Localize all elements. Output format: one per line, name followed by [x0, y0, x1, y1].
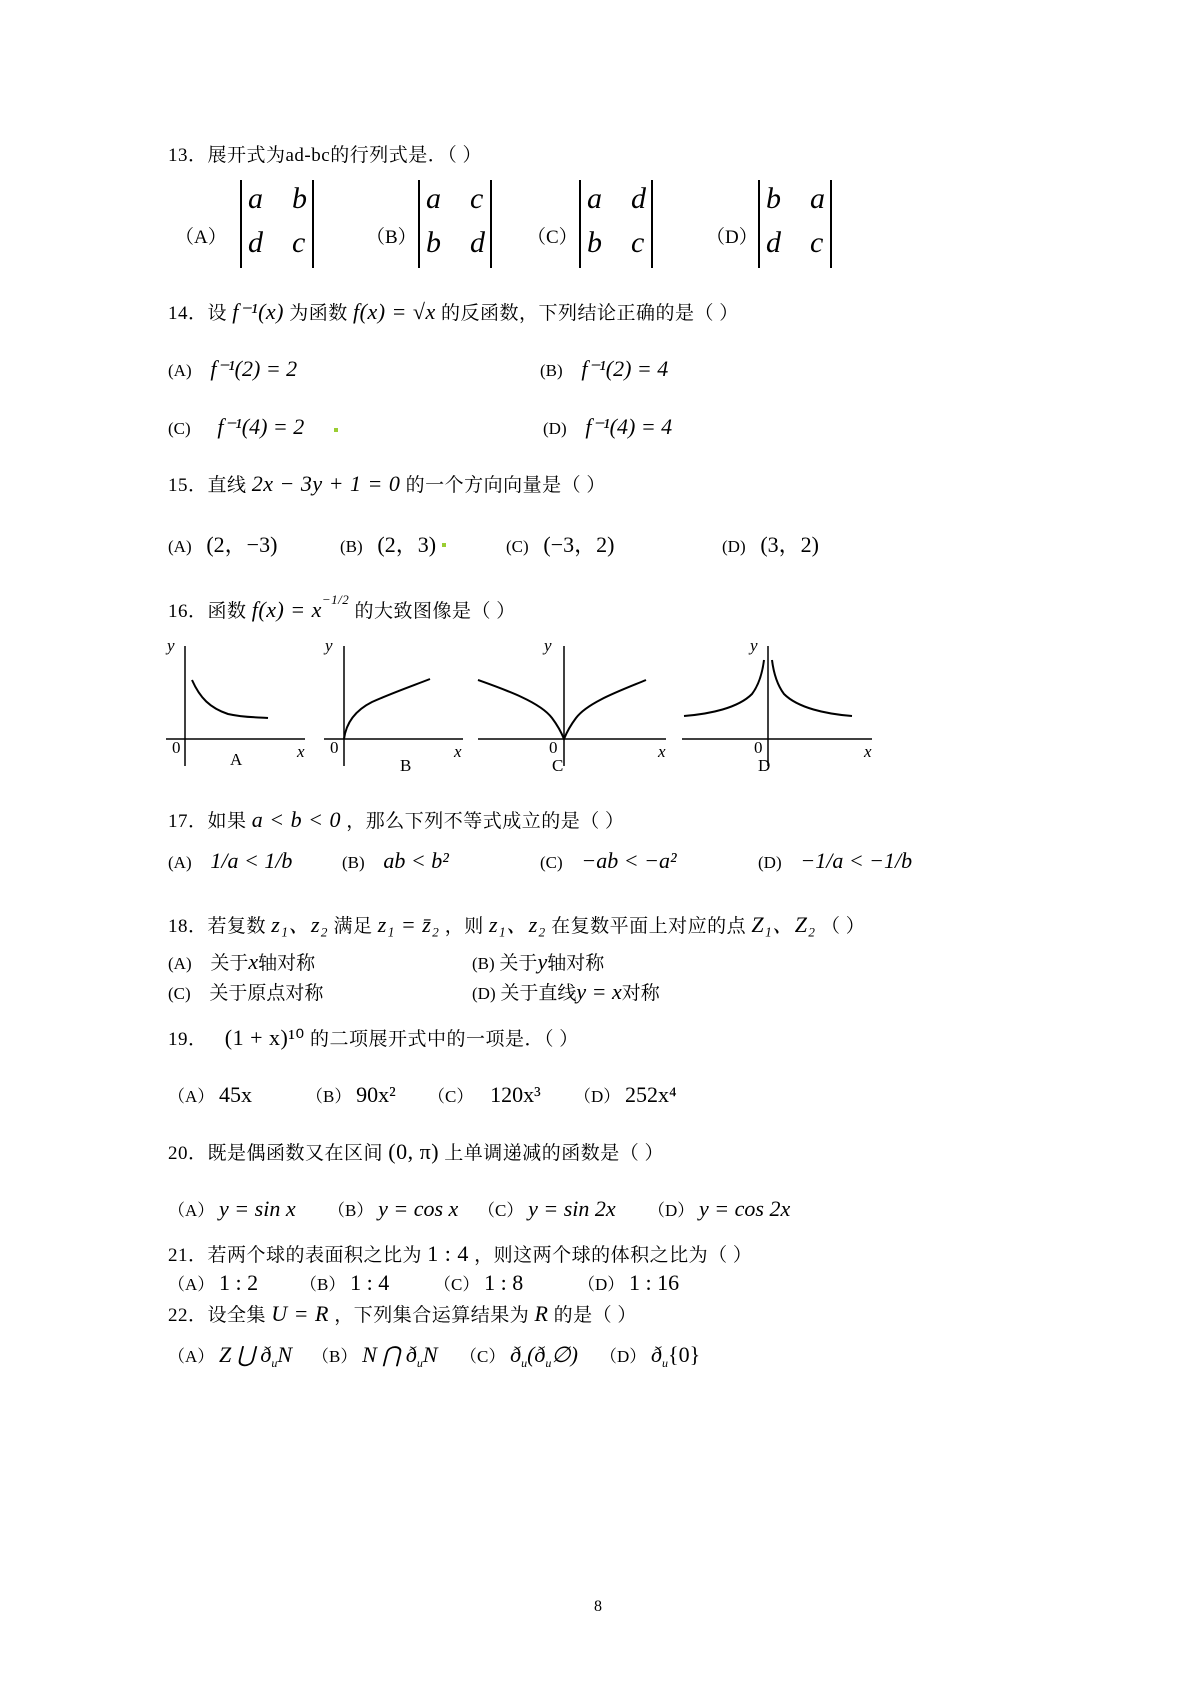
option-expr: 1 : 16 [629, 1270, 680, 1295]
q14-stem-math: f(x) = √x [353, 299, 436, 324]
option-label: （A） [168, 1347, 215, 1366]
option-label: (A) [168, 954, 192, 973]
q20-stem-text: 20．既是偶函数又在区间 [168, 1143, 384, 1164]
q16-graph-a [160, 636, 320, 776]
q15-option-a [168, 528, 277, 559]
option-label: (C) [168, 419, 191, 438]
q22-stem-text: ，下列集合运算结果为 [334, 1305, 530, 1326]
q17-option-c [540, 848, 677, 874]
graph-name: D [758, 756, 771, 775]
q15-option-b [340, 528, 436, 559]
option-label: （D） [574, 1087, 621, 1106]
q18-stem-text: （ ） [820, 916, 866, 937]
option-expr: 1 : 2 [219, 1270, 259, 1295]
graph-origin-label: 0 [172, 738, 181, 757]
graph-y-axis-label: y [544, 636, 552, 655]
q17-stem-text: ，那么下列不等式成立的是（ ） [346, 811, 625, 832]
q16-stem-text: 16．函数 [168, 601, 247, 622]
option-expr: (3，2) [760, 532, 820, 557]
option-expr: N [422, 1342, 438, 1367]
option-expr: 120x³ [490, 1082, 541, 1107]
q17-option-d [758, 848, 912, 874]
det-cell: a [426, 182, 441, 215]
option-label: (A) [168, 853, 192, 872]
option-expr: y = cos x [378, 1196, 459, 1221]
option-label: （C） [434, 1275, 480, 1294]
option-subscript: u [521, 1355, 528, 1370]
option-expr: N ⋂ ð [362, 1342, 417, 1367]
q17-stem [168, 806, 624, 833]
marker-dot [334, 428, 338, 432]
q20-stem-text: 上单调递减的函数是（ ） [444, 1143, 665, 1164]
option-label: (A) [168, 537, 192, 556]
det-cell: a [810, 182, 825, 215]
q13-option-d-label: （D） [706, 227, 758, 248]
option-label: (B) [472, 954, 495, 973]
graph-x-axis-label: x [297, 742, 305, 761]
option-expr: y = cos 2x [699, 1196, 791, 1221]
q18-stem-math: Z₁、Z₂ [751, 912, 816, 937]
option-label: （D） [648, 1201, 695, 1220]
q18-option-b [472, 948, 604, 975]
q14-stem-text: 为函数 [289, 303, 348, 324]
det-cell: b [766, 182, 781, 215]
option-expr: ab < b² [383, 848, 449, 873]
det-cell: b [426, 226, 441, 259]
page-number: 8 [594, 1598, 602, 1615]
q21-option-a [168, 1270, 258, 1296]
q22-option-d [600, 1342, 700, 1371]
option-expr: ð [510, 1342, 522, 1367]
q20-option-b [328, 1196, 458, 1222]
option-label: （A） [168, 1201, 215, 1220]
q17-option-b [342, 848, 449, 874]
q21-stem-text: 21．若两个球的表面积之比为 [168, 1245, 423, 1266]
marker-dot [442, 543, 446, 547]
q16-stem-math: f(x) = x [251, 597, 322, 622]
option-subscript: u [545, 1355, 552, 1370]
q20-option-d [648, 1196, 790, 1222]
q14-option-c [168, 414, 304, 440]
q19-stem-math: (1 + x)¹⁰ [224, 1025, 305, 1050]
option-text: 关于 [499, 953, 538, 974]
option-expr: ð [651, 1342, 663, 1367]
option-expr: f⁻¹(2) = 4 [581, 356, 669, 381]
q13-option-c-label: （C） [527, 227, 578, 248]
option-label: (D) [543, 419, 567, 438]
option-text: 轴对称 [258, 953, 316, 974]
q13-determinant-d [758, 180, 832, 268]
q16-stem-exponent: −1/2 [321, 591, 350, 607]
det-cell: d [470, 226, 485, 259]
option-expr: (2，3) [377, 532, 437, 557]
q18-option-d [472, 978, 660, 1005]
option-expr: 1 : 8 [484, 1270, 524, 1295]
graph-origin-label: 0 [330, 738, 339, 757]
option-expr: ∅) [551, 1342, 578, 1367]
q22-option-a [168, 1342, 292, 1371]
option-expr: y = sin 2x [528, 1196, 616, 1221]
q15-stem-text: 15．直线 [168, 475, 247, 496]
q19-option-b [306, 1082, 396, 1108]
option-expr: 45x [219, 1082, 253, 1107]
graph-name: C [552, 756, 564, 775]
option-text: 关于直线 [500, 983, 577, 1004]
graph-y-axis-label: y [167, 636, 175, 655]
q22-stem-math: U = R [271, 1301, 329, 1326]
option-subscript: u [271, 1355, 278, 1370]
q22-option-c [460, 1342, 578, 1371]
option-label: （B） [300, 1275, 346, 1294]
q21-stem-text: ，则这两个球的体积之比为（ ） [474, 1245, 753, 1266]
option-label: （D） [578, 1275, 625, 1294]
option-label: (C) [540, 853, 563, 872]
option-expr: N [277, 1342, 293, 1367]
det-cell: b [292, 182, 307, 215]
graph-x-axis-label: x [454, 742, 462, 761]
q19-stem-text: 19． [168, 1029, 208, 1050]
q17-stem-math: a < b < 0 [251, 807, 341, 832]
q21-option-c [434, 1270, 523, 1296]
q16-stem [168, 591, 516, 623]
det-cell: d [248, 226, 263, 259]
option-label: (B) [540, 361, 563, 380]
q18-option-c [168, 978, 323, 1005]
option-expr: −ab < −a² [581, 848, 677, 873]
q20-stem [168, 1138, 664, 1165]
q18-stem-math: z₁ = z̄₂ [377, 912, 440, 937]
option-expr: −1/a < −1/b [800, 848, 913, 873]
q16-graph-b [320, 636, 480, 776]
option-label: (D) [758, 853, 782, 872]
option-label: （C） [428, 1087, 474, 1106]
option-expr: Z ⋃ ð [219, 1342, 272, 1367]
option-expr: (ð [527, 1342, 546, 1367]
option-var: y [537, 949, 548, 974]
option-text: 对称 [621, 983, 660, 1004]
graph-y-axis-label: y [750, 636, 758, 655]
det-cell: d [766, 226, 781, 259]
q13-determinant-c [579, 180, 653, 268]
q13-determinant-a [240, 180, 314, 268]
q13-stem: 13．展开式为ad-bc的行列式是．（ ） [168, 145, 482, 166]
q18-stem-math: z₁、z₂ [271, 912, 329, 937]
det-cell: a [248, 182, 263, 215]
q17-option-a [168, 848, 292, 874]
q19-option-d [574, 1082, 677, 1108]
option-text: 轴对称 [547, 953, 605, 974]
q21-option-b [300, 1270, 389, 1296]
option-expr: (−3，2) [543, 532, 615, 557]
q14-option-a [168, 356, 297, 382]
q15-stem-math: 2x − 3y + 1 = 0 [251, 471, 401, 496]
option-expr: f⁻¹(4) = 4 [585, 414, 673, 439]
option-label: （C） [460, 1347, 506, 1366]
q21-stem-math: 1 : 4 [427, 1241, 469, 1266]
det-cell: c [292, 226, 306, 259]
option-var: x [248, 949, 259, 974]
option-expr: 1 : 4 [350, 1270, 390, 1295]
graph-origin-label: 0 [754, 738, 763, 757]
q13-determinant-b [418, 180, 492, 268]
q20-stem-math: (0, π) [388, 1139, 440, 1164]
option-subscript: u [416, 1355, 423, 1370]
q18-stem-text: 在复数平面上对应的点 [551, 916, 747, 937]
option-label: (C) [168, 984, 191, 1003]
q18-option-a [168, 948, 315, 975]
option-label: （A） [168, 1275, 215, 1294]
q22-option-b [312, 1342, 438, 1371]
q21-stem [168, 1240, 752, 1267]
option-label: (D) [722, 537, 746, 556]
q22-stem [168, 1300, 637, 1327]
q18-stem-text: ，则 [444, 916, 484, 937]
q16-graph-d [680, 636, 880, 776]
q22-stem-text: 的是（ ） [553, 1305, 637, 1326]
q21-option-d [578, 1270, 679, 1296]
q14-stem-math: f⁻¹(x) [232, 299, 285, 324]
option-label: （D） [600, 1347, 647, 1366]
graph-x-axis-label: x [658, 742, 666, 761]
q20-option-c [478, 1196, 616, 1222]
q19-stem [168, 1024, 579, 1051]
option-expr: {0} [668, 1342, 701, 1367]
q22-stem-text: 22．设全集 [168, 1305, 267, 1326]
option-label: (B) [342, 853, 365, 872]
det-cell: b [587, 226, 602, 259]
option-text: 关于原点对称 [209, 983, 324, 1004]
q16-stem-text: 的大致图像是（ ） [354, 601, 516, 622]
q22-stem-math: R [534, 1301, 549, 1326]
q15-stem [168, 470, 606, 497]
det-cell: a [587, 182, 602, 215]
det-cell: c [810, 226, 824, 259]
q20-option-a [168, 1196, 296, 1222]
q19-stem-text: 的二项展开式中的一项是．（ ） [310, 1029, 579, 1050]
q14-option-b [540, 356, 668, 382]
option-label: （B） [312, 1347, 358, 1366]
graph-y-axis-label: y [325, 636, 333, 655]
q16-graph-c [476, 636, 676, 776]
q18-stem-text: 18．若复数 [168, 916, 267, 937]
q18-stem-text: 满足 [333, 916, 373, 937]
option-expr: 1/a < 1/b [210, 848, 293, 873]
option-label: （A） [168, 1087, 215, 1106]
q17-stem-text: 17．如果 [168, 811, 247, 832]
det-cell: c [631, 226, 645, 259]
q19-option-a [168, 1082, 252, 1108]
det-cell: d [631, 182, 646, 215]
graph-name: B [400, 756, 412, 775]
graph-origin-label: 0 [549, 738, 558, 757]
option-expr: 90x² [356, 1082, 396, 1107]
graph-name: A [230, 750, 243, 769]
q14-stem [168, 298, 739, 325]
option-expr: f⁻¹(2) = 2 [210, 356, 298, 381]
option-expr: 252x⁴ [625, 1082, 677, 1107]
q18-stem-math: z₁、z₂ [488, 912, 546, 937]
q14-stem-text: 的反函数，下列结论正确的是（ ） [441, 303, 739, 324]
q19-option-c [428, 1082, 541, 1108]
option-label: (A) [168, 361, 192, 380]
option-label: （C） [478, 1201, 524, 1220]
option-expr: f⁻¹(4) = 2 [217, 414, 305, 439]
option-label: (C) [506, 537, 529, 556]
q15-stem-text: 的一个方向向量是（ ） [405, 475, 606, 496]
q13-option-a-label: （A） [175, 227, 227, 248]
q15-option-c [506, 528, 614, 559]
q13-option-b-label: （B） [366, 227, 417, 248]
option-var: y = x [576, 979, 622, 1004]
det-cell: c [470, 182, 484, 215]
option-label: (D) [472, 984, 496, 1003]
option-label: (B) [340, 537, 363, 556]
q14-option-d [543, 414, 672, 440]
option-subscript: u [662, 1355, 669, 1370]
option-expr: (2，−3) [206, 532, 278, 557]
option-label: （B） [306, 1087, 352, 1106]
option-text: 关于 [210, 953, 249, 974]
q18-stem [168, 908, 865, 939]
q15-option-d [722, 528, 819, 559]
option-label: （B） [328, 1201, 374, 1220]
graph-x-axis-label: x [864, 742, 872, 761]
option-expr: y = sin x [219, 1196, 296, 1221]
q14-stem-text: 14．设 [168, 303, 228, 324]
